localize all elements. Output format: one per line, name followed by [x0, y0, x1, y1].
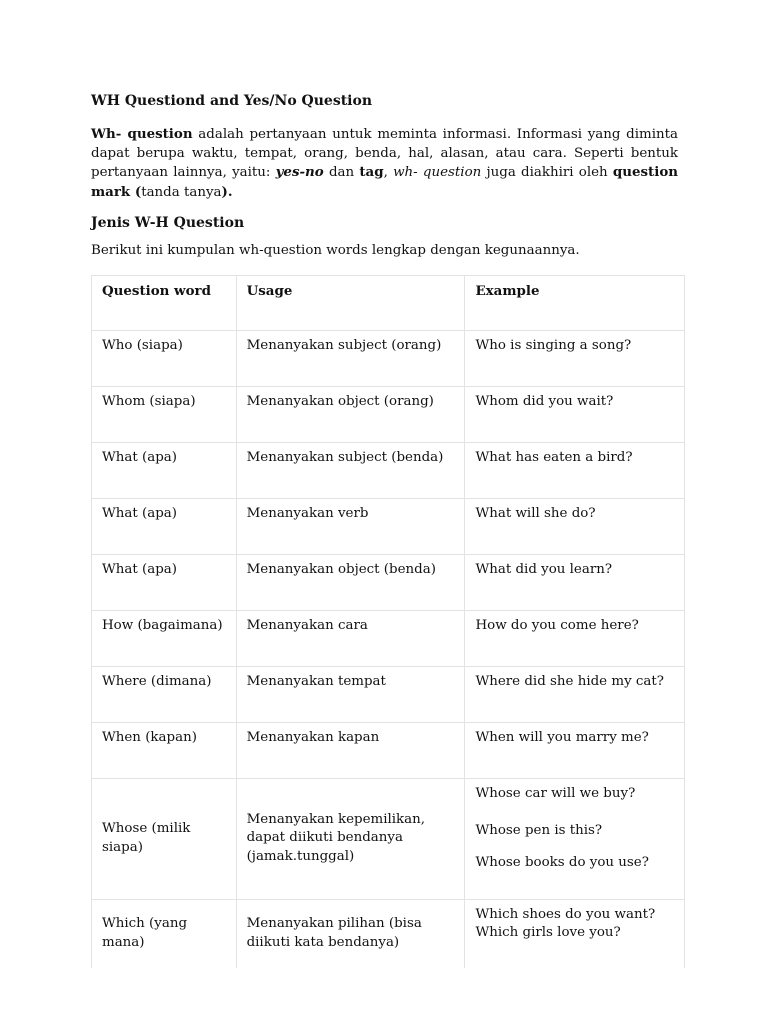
table-row	[92, 554, 685, 610]
header-example: Example	[465, 275, 685, 330]
cell-usage: Menanyakan kapan	[236, 722, 465, 778]
example-line: Whose books do you use?	[475, 854, 649, 870]
table-row	[92, 666, 685, 722]
term-wh-question: Wh- question	[91, 126, 193, 142]
example-line: Which shoes do you want?	[475, 906, 656, 922]
cell-usage: Menanyakan subject (benda)	[236, 442, 465, 498]
para-closing: ).	[221, 183, 233, 200]
para-text-2: dan	[323, 165, 360, 181]
cell-word: What (apa)	[92, 498, 237, 554]
wh-question-table	[91, 275, 685, 968]
cell-word: Who (siapa)	[92, 330, 237, 386]
cell-word: Which (yang mana)	[92, 899, 237, 968]
cell-usage: Menanyakan object (benda)	[236, 554, 465, 610]
table-row	[92, 899, 685, 968]
header-question-word: Question word	[92, 275, 237, 330]
table-row	[92, 778, 685, 899]
example-line: Whose pen is this?	[475, 823, 603, 839]
cell-usage: Menanyakan subject (orang)	[236, 330, 465, 386]
cell-word: Where (dimana)	[92, 666, 237, 722]
para-text-3: ,	[383, 165, 394, 181]
table-row	[92, 442, 685, 498]
cell-usage: Menanyakan object (orang)	[236, 386, 465, 442]
cell-example	[465, 778, 685, 899]
cell-example: What did you learn?	[465, 554, 685, 610]
table-row	[92, 498, 685, 554]
cell-word: How (bagaimana)	[92, 610, 237, 666]
cell-example: Who is singing a song?	[465, 330, 685, 386]
cell-word: What (apa)	[92, 442, 237, 498]
table-row	[92, 722, 685, 778]
section-heading: Jenis W-H Question	[91, 215, 245, 232]
table-row	[92, 610, 685, 666]
intro-text: Berikut ini kumpulan wh-question words lengkap dengan kegunaannya.	[91, 242, 580, 258]
cell-usage: Menanyakan cara	[236, 610, 465, 666]
cell-word: Whom (siapa)	[92, 386, 237, 442]
term-yes-no: yes-no	[275, 164, 324, 181]
table-row	[92, 330, 685, 386]
document-title: WH Questiond and Yes/No Question	[91, 93, 373, 109]
para-text-5: tanda tanya	[141, 184, 222, 200]
para-text-1: adalah pertanyaan untuk meminta informasi. Informasi yang diminta dapat berupa waktu, tempat, orang, benda, hal, alasan, atau cara. Seperti bentuk pertanyaan lainnya, yaitu:	[91, 127, 679, 181]
table-header-row	[92, 275, 685, 330]
term-question-mark: question mark (	[91, 164, 678, 200]
cell-usage: Menanyakan verb	[236, 498, 465, 554]
cell-word: When (kapan)	[92, 722, 237, 778]
table-row	[92, 386, 685, 442]
example-line: Which girls love you?	[475, 925, 621, 941]
example-line: Whose car will we buy?	[475, 785, 636, 801]
cell-example	[465, 899, 685, 968]
cell-usage: Menanyakan kepemilikan, dapat diikuti bendanya (jamak.tunggal)	[236, 778, 465, 899]
para-text-4: juga diakhiri oleh	[481, 165, 613, 181]
cell-example: What has eaten a bird?	[465, 442, 685, 498]
header-usage: Usage	[236, 275, 465, 330]
cell-word: Whose (milik siapa)	[92, 778, 237, 899]
term-tag: tag	[359, 164, 384, 181]
cell-example: Where did she hide my cat?	[465, 666, 685, 722]
cell-usage: Menanyakan pilihan (bisa diikuti kata bendanya)	[236, 899, 465, 968]
cell-example: When will you marry me?	[465, 722, 685, 778]
cell-word: What (apa)	[92, 554, 237, 610]
cell-example: What will she do?	[465, 498, 685, 554]
cell-example: Whom did you wait?	[465, 386, 685, 442]
cell-example: How do you come here?	[465, 610, 685, 666]
cell-usage: Menanyakan tempat	[236, 666, 465, 722]
term-wh-question-italic: wh- question	[393, 165, 482, 181]
definition-paragraph	[91, 125, 678, 202]
document-page	[91, 92, 678, 968]
